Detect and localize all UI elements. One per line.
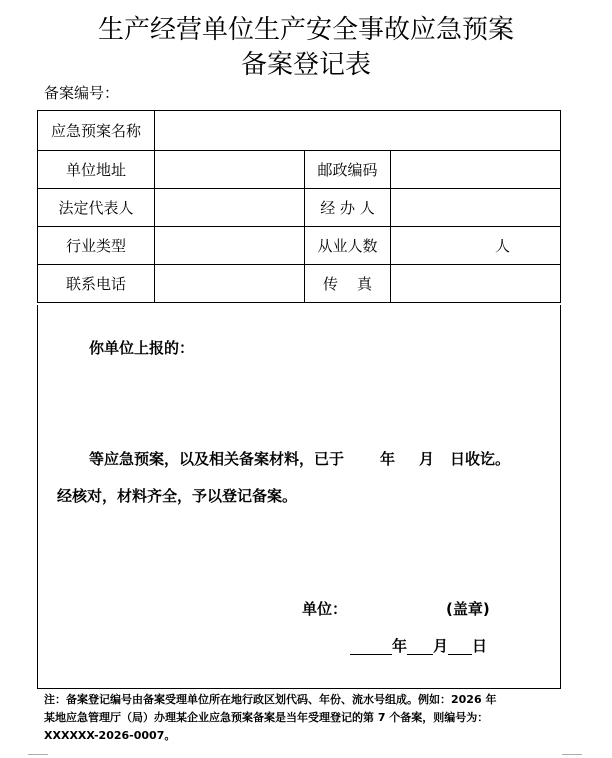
- report-line: 你单位上报的：: [89, 339, 195, 357]
- address-field[interactable]: [155, 151, 305, 189]
- receipt-box: [37, 305, 561, 689]
- phone-field[interactable]: [155, 265, 305, 303]
- date-year: 年: [392, 637, 408, 655]
- page-edge-mark: [28, 754, 48, 755]
- table-row: [38, 265, 561, 303]
- handler-field[interactable]: [391, 189, 561, 227]
- seal-label: (盖章): [446, 600, 490, 618]
- footnote-line: XXXXXX-2026-0007。: [44, 729, 176, 742]
- table-row: [38, 111, 561, 151]
- employees-field[interactable]: [391, 227, 561, 265]
- date-month: 月: [433, 637, 449, 655]
- registration-table: [37, 110, 561, 303]
- fax-label: 传 真: [305, 265, 391, 303]
- form-subtitle: 备案登记表: [240, 50, 371, 80]
- page-edge-mark: [562, 754, 582, 755]
- fax-field[interactable]: [391, 265, 561, 303]
- industry-label: 行业类型: [38, 227, 155, 265]
- received-year: 年: [380, 450, 396, 468]
- address-label: 单位地址: [38, 151, 155, 189]
- file-number-label: 备案编号：: [44, 84, 120, 102]
- employees-unit: 人: [495, 237, 511, 255]
- footnote: [44, 691, 564, 745]
- day-blank[interactable]: [448, 638, 472, 655]
- plan-name-label: 应急预案名称: [38, 111, 155, 151]
- employees-label: 从业人数: [305, 227, 391, 265]
- checked-line: 经核对，材料齐全，予以登记备案。: [57, 487, 298, 505]
- date-day: 日: [472, 637, 488, 655]
- legal-rep-field[interactable]: [155, 189, 305, 227]
- postcode-field[interactable]: [391, 151, 561, 189]
- plan-name-field[interactable]: [155, 111, 561, 151]
- unit-label: 单位：: [302, 600, 348, 618]
- handler-label: 经 办 人: [305, 189, 391, 227]
- industry-field[interactable]: [155, 227, 305, 265]
- postcode-label: 邮政编码: [305, 151, 391, 189]
- received-month: 月: [419, 450, 435, 468]
- table-row: [38, 189, 561, 227]
- received-line: [89, 450, 510, 468]
- footnote-line: 注：备案登记编号由备案受理单位所在地行政区划代码、年份、流水号组成。例如：2026 年: [44, 693, 497, 706]
- year-blank[interactable]: [350, 638, 392, 655]
- month-blank[interactable]: [407, 638, 433, 655]
- date-line: [350, 637, 487, 655]
- received-suffix: 日收讫。: [450, 450, 511, 468]
- received-prefix: 等应急预案，以及相关备案材料，已于: [89, 450, 345, 468]
- form-title: 生产经营单位生产安全事故应急预案: [97, 15, 514, 45]
- table-row: [38, 227, 561, 265]
- footnote-line: 某地应急管理厅（局）办理某企业应急预案备案是当年受理登记的第 7 个备案，则编号为：: [44, 711, 489, 724]
- phone-label: 联系电话: [38, 265, 155, 303]
- table-row: [38, 151, 561, 189]
- legal-rep-label: 法定代表人: [38, 189, 155, 227]
